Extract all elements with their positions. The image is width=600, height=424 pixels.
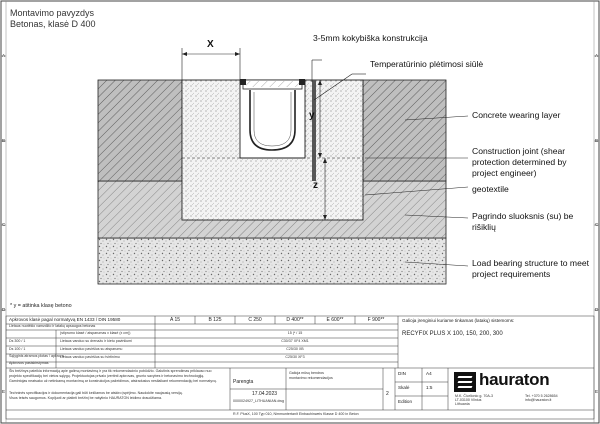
issued-label: Parengta	[233, 379, 254, 385]
class-code-3: C25/30 XB	[286, 347, 304, 351]
legal-text-1: Šis brėžinys pateikia informaciją apie galimą montavimą ir yra tik rekomendacinio pobūdžio. Galutinis sprendimas priklauso nuo	[9, 369, 212, 373]
product-label: Galioja įrenginiui kuriame tinkamas (latakų) sistemoms:	[402, 318, 515, 323]
concrete-row-sublabel: (stiprumo klasė / atsparumas x klasė (x cm))	[60, 331, 131, 335]
dimension-x-label: X	[207, 39, 214, 50]
class-code-1: 15 (* / 15	[287, 331, 303, 335]
class-code-4: C25/30 XF3	[285, 355, 305, 359]
sub-row-code-2: Ds 100 / 1	[9, 347, 26, 351]
validity-label-2: montavimo rekomendacijos	[289, 376, 333, 380]
load-class-f900: F 900**	[367, 317, 385, 323]
footnote: * y = atitinka klasę betono	[10, 303, 72, 309]
scale-value: 1:5	[426, 385, 433, 390]
left-label-1: Sąlyginis atramos plotas / apkrova	[9, 354, 64, 358]
drawing-title-line2: Betonas, klasė D 400	[10, 19, 96, 29]
din-value: A4	[426, 371, 432, 376]
annotation-expansion-seam: Temperatūrinio plėtimosi siūlė	[370, 59, 484, 69]
concrete-row-label: Lietaus nuotėkio vamzdžio ir latakų apsaugos betonas	[9, 324, 96, 328]
dimension-z-label: z	[313, 180, 318, 191]
edge-marker-right-e: E	[595, 389, 599, 394]
left-label-2: Apkrovos pasiskirstymas	[9, 361, 49, 365]
issued-date: 17.04.2023	[252, 391, 278, 397]
sub-row-label-2: Lietaus vanduo paviršius su atsparumu	[60, 347, 123, 351]
annotation-concrete-wearing-layer: Concrete wearing layer	[472, 110, 561, 120]
file-name: 0000024927_LITHUANIAN.dwg	[233, 399, 284, 403]
edge-marker-right-a: A	[595, 53, 599, 58]
annotation-base-layer-2: rišiklių	[472, 222, 496, 232]
hauraton-logo-icon	[454, 372, 476, 392]
annotation-steel-construction: 3-5mm kokybiška konstrukcija	[313, 33, 428, 43]
sub-row-label-1: Lietaus vanduo su drenažu ir kietu paviršiumi	[60, 339, 132, 343]
annotation-base-layer-1: Pagrindo sluoksnis (su) be	[472, 211, 574, 221]
address-3: Lithuania	[455, 402, 470, 406]
edge-marker-right-d: D	[595, 307, 599, 312]
legal-text2-1: Techninės specifikacijos ir dokumentacija gali būti keičiamos be atskiro įspėjimo. Naudokite naujausią versiją.	[9, 391, 183, 395]
load-class-a15: A 15	[169, 317, 181, 323]
edge-marker-right-b: B	[595, 138, 599, 143]
legal-text-2: projekto specifikacijų bei vietos sąlygų. Projektuotojas privalo įvertinti apkrovas, grunto savybes ir betonavimo technologiją.	[9, 374, 205, 378]
class-code-2: C30/37 XF4 XM1	[281, 339, 309, 343]
edge-marker-left-d: D	[2, 307, 6, 312]
edge-marker-left-c: C	[2, 222, 6, 227]
load-class-e600: E 600**	[326, 317, 344, 323]
load-class-standard: Apkrovos klasė pagal normatyvą EN 1433 / DIN 19580	[9, 317, 121, 322]
page-number: 2	[386, 391, 389, 397]
edge-marker-left-a: A	[2, 53, 6, 58]
dimension-y-label: y	[309, 110, 315, 121]
load-class-c250: C 250	[248, 317, 262, 323]
annotation-construction-joint-2: protection determined by	[472, 157, 567, 167]
din-label: DIN	[398, 371, 406, 376]
legal-text2-2: Visos teisės saugomos. Kopijuoti ar platinti brėžinį be rašytinio HAURATON leidimo draudžiama.	[9, 396, 163, 400]
edge-marker-right-c: C	[595, 222, 599, 227]
sub-row-code-1: Ds 300 / 1	[9, 339, 26, 343]
legal-text-3: Gamintojas neatsako už netinkamą montavimą ar konstrukcijos pažeidimus, atsiradusius nesilaikant rekomendacijų bei normatyvų.	[9, 379, 217, 383]
drawing-title-bottom: R.F. PlusX, 100 Typ 010, Nimmuntertanlt Einbauhinweis Klasse D 400 in Beton	[233, 412, 359, 416]
drawing-title-line1: Montavimo pavyzdys	[10, 8, 95, 18]
edge-marker-left-e: E	[2, 389, 6, 394]
edge-marker-left-b: B	[2, 138, 6, 143]
annotation-load-bearing-1: Load bearing structure to meet	[472, 258, 590, 268]
product-name: RECYFIX PLUS X 100, 150, 200, 300	[402, 331, 503, 337]
edition-label: Edition	[398, 399, 413, 404]
validity-label-1: Galioja mūsų bendros	[289, 371, 324, 375]
sub-row-label-3: Lietaus vanduo paviršius su tvirtinimu	[60, 355, 120, 359]
annotation-geotextile: geotextile	[472, 184, 509, 194]
scale-label: Skalė	[398, 385, 410, 390]
contact-email: info@hauraton.lt	[525, 398, 552, 402]
annotation-construction-joint-3: project engineer)	[472, 168, 537, 178]
annotation-load-bearing-2: project requirements	[472, 269, 551, 279]
address-1: M.K. Čiurlionio g. 70A-3	[455, 394, 493, 398]
company-name: hauraton	[479, 370, 550, 389]
annotation-construction-joint-1: Construction joint (shear	[472, 146, 566, 156]
load-class-b125: B 125	[208, 317, 222, 323]
load-class-d400: D 400**	[286, 317, 304, 323]
contact-phone: Tel. +370 5 2628654	[525, 394, 558, 398]
address-2: LT-03100 Vilnius	[455, 398, 482, 402]
